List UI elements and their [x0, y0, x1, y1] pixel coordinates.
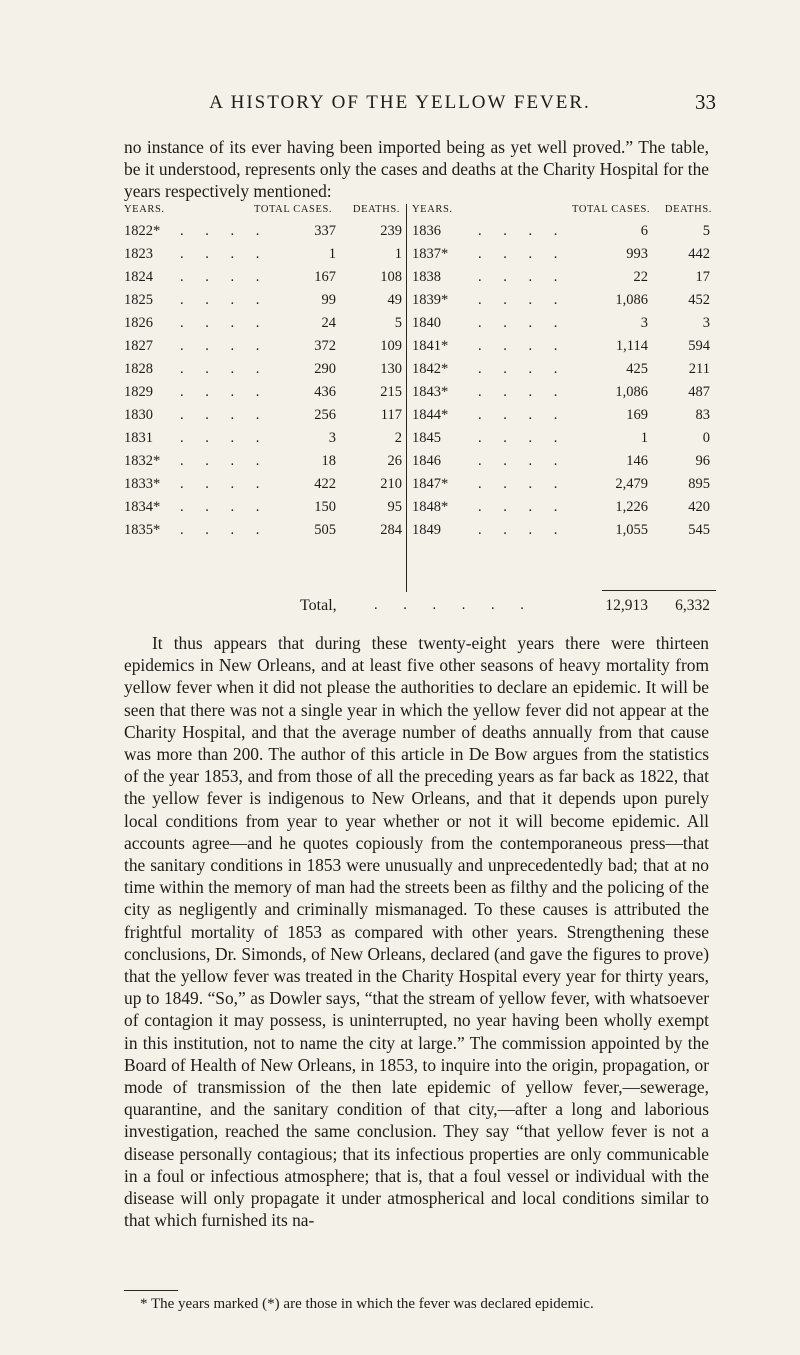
deaths-cell: 108	[380, 269, 402, 285]
cases-cell: 99	[321, 292, 336, 308]
dot-leader: . . . .	[478, 269, 567, 285]
table-row	[412, 427, 712, 450]
dot-leader: . . . .	[478, 315, 567, 331]
year-cell: 1837*	[412, 246, 449, 262]
deaths-cell: 420	[688, 499, 710, 515]
cases-cell: 337	[314, 223, 336, 239]
year-cell: 1844*	[412, 407, 449, 423]
body-paragraph	[124, 632, 709, 1231]
header-deaths: DEATHS.	[664, 204, 712, 215]
cases-cell: 169	[626, 407, 648, 423]
deaths-cell: 487	[688, 384, 710, 400]
statistics-table	[124, 202, 712, 632]
year-cell: 1822*	[124, 223, 161, 239]
header-deaths: DEATHS.	[352, 204, 400, 215]
cases-cell: 167	[314, 269, 336, 285]
running-title: A HISTORY OF THE YELLOW FEVER.	[209, 92, 591, 113]
header-total-cases: TOTAL CASES.	[572, 204, 651, 215]
table-row	[124, 243, 402, 266]
table-row	[412, 220, 712, 243]
table-row	[412, 243, 712, 266]
deaths-cell: 5	[394, 315, 402, 331]
cases-cell: 1,086	[615, 384, 648, 400]
year-cell: 1841*	[412, 338, 449, 354]
table-row	[124, 496, 402, 519]
cases-cell: 146	[626, 453, 648, 469]
cases-cell: 3	[640, 315, 648, 331]
table-row	[412, 266, 712, 289]
deaths-cell: 452	[688, 292, 710, 308]
cases-cell: 2,479	[615, 476, 648, 492]
year-cell: 1828	[124, 361, 153, 377]
cases-cell: 290	[314, 361, 336, 377]
year-cell: 1830	[124, 407, 153, 423]
year-cell: 1848*	[412, 499, 449, 515]
total-cases: 12,913	[605, 597, 648, 614]
dot-leader: . . . .	[478, 453, 567, 469]
dot-leader: . . . .	[478, 338, 567, 354]
dot-leader: . . . .	[180, 338, 269, 354]
cases-cell: 3	[328, 430, 336, 446]
cases-cell: 24	[321, 315, 336, 331]
total-label: Total,	[300, 597, 337, 614]
year-cell: 1838	[412, 269, 441, 285]
deaths-cell: 0	[702, 430, 710, 446]
dot-leader: . . . .	[180, 522, 269, 538]
cases-cell: 1	[640, 430, 648, 446]
dot-leader: . . . .	[180, 476, 269, 492]
table-row	[412, 404, 712, 427]
table-row	[124, 519, 402, 542]
year-cell: 1832*	[124, 453, 161, 469]
deaths-cell: 2	[394, 430, 402, 446]
deaths-cell: 130	[380, 361, 402, 377]
header-years: YEARS.	[412, 204, 453, 215]
page-number: 33	[695, 90, 716, 114]
year-cell: 1847*	[412, 476, 449, 492]
table-row	[412, 496, 712, 519]
deaths-cell: 49	[387, 292, 402, 308]
cases-cell: 1	[328, 246, 336, 262]
year-cell: 1836	[412, 223, 441, 239]
dot-leader: . . . .	[478, 476, 567, 492]
table-row	[124, 404, 402, 427]
dot-leader: . . . .	[180, 384, 269, 400]
deaths-cell: 211	[688, 361, 710, 377]
intro-text: no instance of its ever having been imported being as yet well proved.” The table, be it understood, represents only the cases and deaths at the Charity Hospital for the years respectively mentioned:	[124, 137, 709, 201]
deaths-cell: 442	[688, 246, 710, 262]
table-row	[124, 473, 402, 496]
cases-cell: 436	[314, 384, 336, 400]
dot-leader: . . . .	[180, 269, 269, 285]
deaths-cell: 594	[688, 338, 710, 354]
table-row	[412, 312, 712, 335]
deaths-cell: 1	[394, 246, 402, 262]
deaths-cell: 545	[688, 522, 710, 538]
deaths-cell: 26	[387, 453, 402, 469]
table-row	[412, 289, 712, 312]
column-divider	[406, 204, 407, 592]
cases-cell: 256	[314, 407, 336, 423]
dot-leader: . . . .	[478, 522, 567, 538]
dot-leader: . . . .	[180, 361, 269, 377]
dot-leader: . . . .	[478, 384, 567, 400]
table-row	[124, 427, 402, 450]
year-cell: 1825	[124, 292, 153, 308]
footnote: * The years marked (*) are those in which the fever was declared epidemic.	[140, 1296, 594, 1312]
cases-cell: 1,086	[615, 292, 648, 308]
table-row	[412, 450, 712, 473]
year-cell: 1834*	[124, 499, 161, 515]
table-row	[124, 220, 402, 243]
cases-cell: 6	[640, 223, 648, 239]
deaths-cell: 96	[695, 453, 710, 469]
dot-leader: . . . .	[478, 361, 567, 377]
dot-leader: . . . .	[180, 453, 269, 469]
deaths-cell: 3	[702, 315, 710, 331]
year-cell: 1845	[412, 430, 441, 446]
dot-leader: . . . .	[180, 292, 269, 308]
table-row	[124, 312, 402, 335]
dot-leader: . . . .	[478, 223, 567, 239]
table-row	[412, 358, 712, 381]
table-row	[124, 450, 402, 473]
cases-cell: 22	[633, 269, 648, 285]
dot-leader: . . . .	[180, 223, 269, 239]
cases-cell: 1,055	[615, 522, 648, 538]
table-row	[124, 358, 402, 381]
deaths-cell: 117	[380, 407, 402, 423]
table-row	[412, 335, 712, 358]
dot-leader: . . . .	[478, 292, 567, 308]
header-total-cases: TOTAL CASES.	[254, 204, 333, 215]
table-left-column	[124, 202, 402, 542]
table-row	[412, 519, 712, 542]
deaths-cell: 5	[702, 223, 710, 239]
dot-leader: . . . .	[180, 407, 269, 423]
year-cell: 1849	[412, 522, 441, 538]
dot-leader: . . . .	[180, 430, 269, 446]
year-cell: 1826	[124, 315, 153, 331]
year-cell: 1835*	[124, 522, 161, 538]
header-years: YEARS.	[124, 204, 165, 215]
cases-cell: 372	[314, 338, 336, 354]
deaths-sum-rule	[602, 590, 654, 591]
year-cell: 1842*	[412, 361, 449, 377]
dot-leader: . . . .	[478, 430, 567, 446]
table-right-column	[412, 202, 712, 542]
cases-cell: 505	[314, 522, 336, 538]
table-header-left	[124, 202, 402, 220]
deaths-cell: 83	[695, 407, 710, 423]
deaths-cell: 239	[380, 223, 402, 239]
table-row	[124, 289, 402, 312]
year-cell: 1839*	[412, 292, 449, 308]
dot-leader: . . . .	[478, 407, 567, 423]
deaths-cell: 215	[380, 384, 402, 400]
deaths-cell: 895	[688, 476, 710, 492]
deaths-cell: 109	[380, 338, 402, 354]
table-header-right	[412, 202, 712, 220]
deaths-cell: 17	[695, 269, 710, 285]
dot-leader: . . . .	[478, 499, 567, 515]
cases-cell: 422	[314, 476, 336, 492]
deaths-cell: 284	[380, 522, 402, 538]
footnote-rule	[124, 1290, 178, 1291]
total-deaths: 6,332	[675, 597, 710, 614]
year-cell: 1829	[124, 384, 153, 400]
dot-leader: . . . .	[478, 246, 567, 262]
table-row	[124, 266, 402, 289]
table-row	[124, 335, 402, 358]
intro-paragraph	[124, 136, 709, 202]
table-row	[124, 381, 402, 404]
dot-leader: . . . .	[180, 315, 269, 331]
year-cell: 1823	[124, 246, 153, 262]
cases-cell: 425	[626, 361, 648, 377]
deaths-cell: 210	[380, 476, 402, 492]
body-text: It thus appears that during these twenty-eight years there were thirteen epidemics in New Orleans, and at least five other seasons of heavy mortality from yellow fever when it did not please the authorities to declare an epidemic. It will be seen that there was not a single year in which the yellow fever did not appear at the Charity Hospital, and that the average number of deaths annually from that cause was more than 200. The author of this article in De Bow argues from the statistics of the year 1853, and from those of all the preceding years as far back as 1822, that the yellow fever is indigenous to New Orleans, and that it depends upon purely local conditions from year to year whether or not it will become epidemic. All accounts agree—and he quotes copiously from the contemporaneous press—that the sanitary conditions in 1853 were unusually and unprecedentedly bad; that at no time within the memory of man had the streets been as filthy and the policing of the city as negligently and criminally mismanaged. To these causes is attributed the frightful mortality of 1853 as compared with other years. Strengthening these conclusions, Dr. Simonds, of New Orleans, declared (and gave the figures to prove) that the yellow fever was treated in the Charity Hospital every year for thirty years, up to 1849. “So,” as Dowler says, “that the stream of yellow fever, with whatsoever of contagion it may possess, is uninterrupted, no year having been wholly exempt in this institution, not to name the city at large.” The commission appointed by the Board of Health of New Orleans, in 1853, to inquire into the origin, propagation, or mode of transmission of the then late epidemic of yellow fever,—sewerage, quarantine, and the sanitary condition of that city,—after a long and laborious investigation, reached the same conclusion. They say “that yellow fever is not a disease personally contagious; that its infectious properties are only communicable in a foul or infectious atmosphere; that is, that a foul vessel or individual with the disease will only propagate it under atmospherical and local conditions similar to that which furnished its na-	[124, 633, 709, 1231]
dot-leader: . . . .	[180, 246, 269, 262]
dot-leader: . . . .	[180, 499, 269, 515]
cases-cell: 18	[321, 453, 336, 469]
year-cell: 1840	[412, 315, 441, 331]
total-dot-leader: . . . . . .	[374, 597, 535, 613]
cases-cell: 1,114	[615, 338, 648, 354]
deaths-cell: 95	[387, 499, 402, 515]
table-row	[412, 473, 712, 496]
total-row	[124, 592, 712, 618]
page-header	[0, 92, 800, 120]
cases-cell: 1,226	[615, 499, 648, 515]
year-cell: 1824	[124, 269, 153, 285]
year-cell: 1833*	[124, 476, 161, 492]
table-row	[412, 381, 712, 404]
year-cell: 1831	[124, 430, 153, 446]
year-cell: 1827	[124, 338, 153, 354]
cases-sum-rule	[654, 590, 716, 591]
cases-cell: 993	[626, 246, 648, 262]
year-cell: 1846	[412, 453, 441, 469]
year-cell: 1843*	[412, 384, 449, 400]
cases-cell: 150	[314, 499, 336, 515]
